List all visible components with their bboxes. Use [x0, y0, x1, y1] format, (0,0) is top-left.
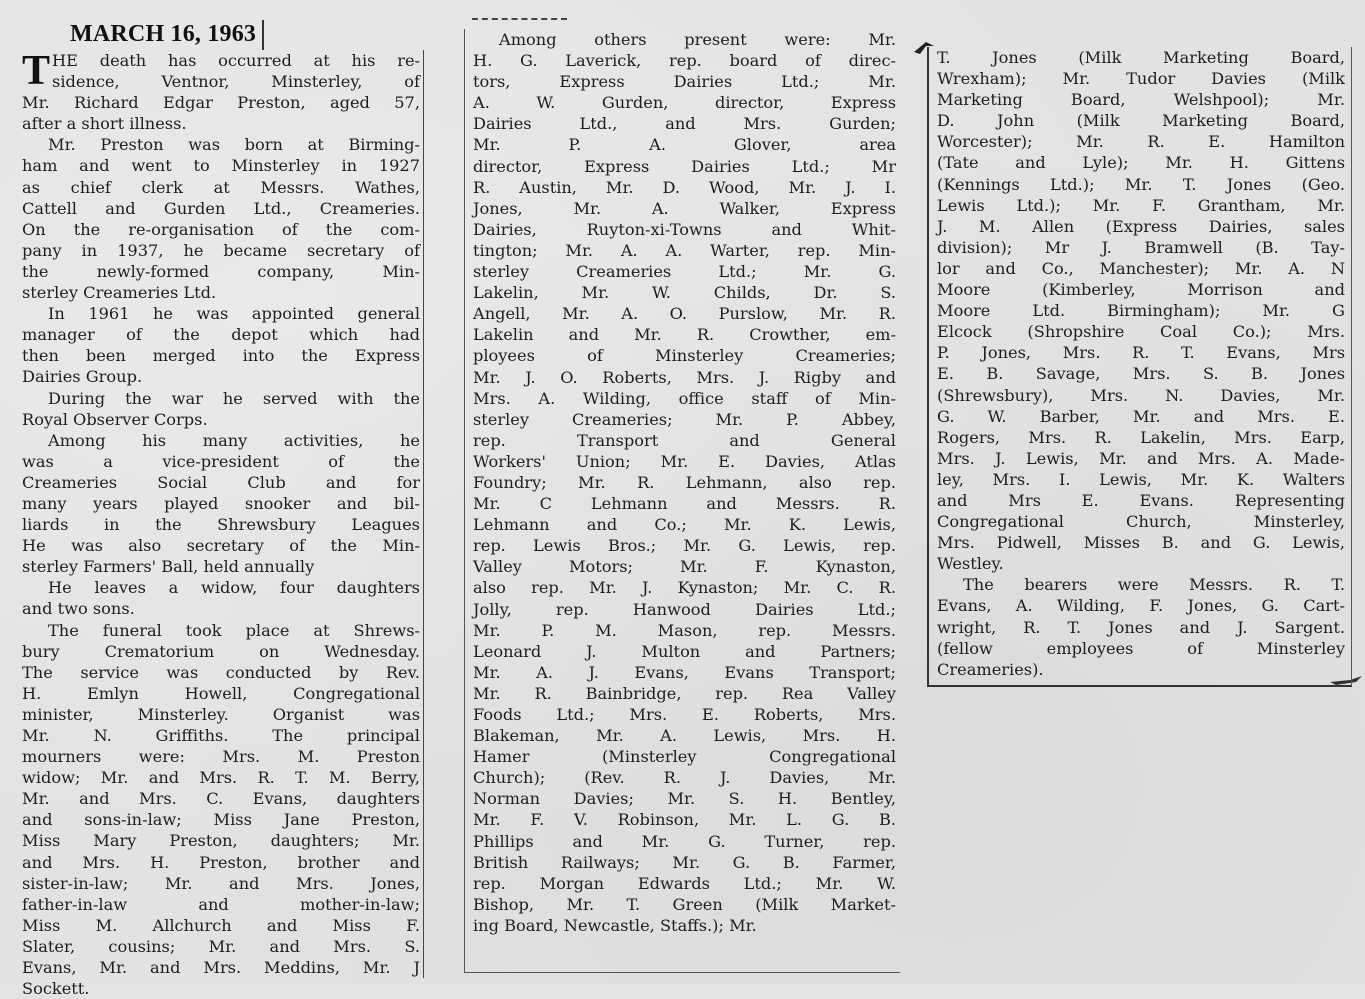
text-line: manager of the depot which had — [22, 325, 420, 345]
text-line: sterley Creameries; Mr. P. Abbey, — [473, 409, 896, 429]
text-line: Worcester); Mr. R. E. Hamilton — [937, 132, 1345, 152]
text-line: was a vice-president of the — [22, 451, 420, 471]
text-line: Mr. C Lehmann and Messrs. R. — [473, 494, 896, 514]
text-line: pany in 1937, he became secretary of — [22, 240, 420, 260]
text-line: liards in the Shrewsbury Leagues — [22, 515, 420, 535]
text-line: Creameries Social Club and for — [22, 472, 420, 492]
text-line: Sockett. — [22, 979, 90, 999]
text-line: Rogers, Mrs. R. Lakelin, Mrs. Earp, — [937, 427, 1345, 447]
text-line: sister-in-law; Mr. and Mrs. Jones, — [22, 873, 420, 893]
text-line: Mr. Richard Edgar Preston, aged 57, — [22, 93, 420, 113]
text-line: Foundry; Mr. R. Lehmann, also rep. — [473, 472, 896, 492]
text-line: Phillips and Mr. G. Turner, rep. — [473, 831, 896, 851]
text-line: the newly-formed company, Min- — [22, 261, 420, 281]
text-line: Wrexham); Mr. Tudor Davies (Milk — [937, 69, 1345, 89]
text-line: sterley Creameries Ltd.; Mr. G. — [473, 262, 896, 282]
text-line: Mr. A. J. Evans, Evans Transport; — [473, 662, 896, 682]
text-line: T. Jones (Milk Marketing Board, — [937, 48, 1345, 67]
text-line: lor and Co., Manchester); Mr. A. N — [937, 258, 1345, 278]
text-line: Lakelin and Mr. R. Crowther, em- — [473, 325, 896, 345]
text-line: Norman Davies; Mr. S. H. Bentley, — [473, 789, 896, 809]
text-line: Blakeman, Mr. A. Lewis, Mrs. H. — [473, 726, 896, 746]
text-line: as chief clerk at Messrs. Wathes, — [22, 177, 420, 197]
text-line: Hamer (Minsterley Congregational — [473, 747, 896, 767]
text-line: HE death has occurred at his re- — [52, 51, 420, 70]
text-line: On the re-organisation of the com- — [22, 219, 420, 239]
text-line: Jones, Mr. A. Walker, Express — [473, 198, 896, 218]
text-line: The bearers were Messrs. R. T. — [963, 575, 1345, 595]
text-line: Evans, Mr. and Mrs. Meddins, Mr. J — [22, 958, 420, 978]
text-line: (Tate and Lyle); Mr. H. Gittens — [937, 153, 1345, 173]
text-line: rep. Morgan Edwards Ltd.; Mr. W. — [473, 873, 896, 893]
text-line: During the war he served with the — [48, 388, 420, 408]
text-line: rep. Transport and General — [473, 430, 896, 450]
text-line: Angell, Mr. A. O. Purslow, Mr. R. — [473, 304, 896, 324]
text-line: father-in-law and mother-in-law; — [22, 894, 420, 914]
text-line: Mr. P. M. Mason, rep. Messrs. — [473, 620, 896, 640]
text-line: Creameries). — [937, 659, 1044, 679]
text-line: Mr. P. A. Glover, area — [473, 135, 896, 155]
article-column-2 — [464, 29, 900, 973]
text-line: (Shrewsbury), Mrs. N. Davies, Mr. — [937, 385, 1345, 405]
text-line: He leaves a widow, four daughters — [48, 578, 420, 598]
text-line: J. M. Allen (Express Dairies, sales — [937, 216, 1345, 236]
text-line: Dairies, Ruyton-xi-Towns and Whit- — [473, 219, 896, 239]
article-paragraph — [22, 577, 420, 619]
text-line: D. John (Milk Marketing Board, — [937, 111, 1345, 131]
text-line: Among others present were: Mr. — [499, 30, 896, 49]
text-line: Royal Observer Corps. — [22, 409, 208, 429]
article-paragraph — [22, 303, 420, 387]
dateline-heading: MARCH 16, 1963 — [70, 20, 264, 50]
text-line: rep. Lewis Bros.; Mr. G. Lewis, rep. — [473, 536, 896, 556]
text-line: ing Board, Newcastle, Staffs.); Mr. — [473, 915, 757, 935]
text-line: Mr. and Mrs. C. Evans, daughters — [22, 789, 420, 809]
drop-cap-letter: T — [22, 48, 51, 94]
article-paragraph — [22, 620, 420, 999]
text-line: bury Crematorium on Wednesday. — [22, 641, 420, 661]
text-line: Among his many activities, he — [48, 430, 420, 450]
text-line: sterley Creameries Ltd. — [22, 283, 217, 303]
text-line: sidence, Ventnor, Minsterley, of — [52, 72, 420, 92]
text-line: E. B. Savage, Mrs. S. B. Jones — [937, 364, 1345, 384]
text-line: Mr. J. O. Roberts, Mrs. J. Rigby and — [473, 367, 896, 387]
article-paragraph — [937, 47, 1345, 574]
text-line: Lakelin, Mr. W. Childs, Dr. S. — [473, 283, 896, 303]
text-line: Elcock (Shropshire Coal Co.); Mrs. — [937, 322, 1345, 342]
text-line: Mrs. Pidwell, Misses B. and G. Lewis, — [937, 533, 1345, 553]
text-line: and Mrs E. Evans. Representing — [937, 490, 1345, 510]
text-line: Dairies Group. — [22, 367, 143, 387]
text-line: wright, R. T. Jones and J. Sargent. — [937, 617, 1345, 637]
text-line: Lehmann and Co.; Mr. K. Lewis, — [473, 515, 896, 535]
text-line: Cattell and Gurden Ltd., Creameries. — [22, 198, 420, 218]
text-line: Lewis Ltd.); Mr. F. Grantham, Mr. — [937, 195, 1345, 215]
text-line: Mr. F. V. Robinson, Mr. L. G. B. — [473, 810, 896, 830]
text-line: Workers' Union; Mr. E. Davies, Atlas — [473, 451, 896, 471]
text-line: Mrs. A. Wilding, office staff of Min- — [473, 388, 896, 408]
text-line: tors, Express Dairies Ltd.; Mr. — [473, 72, 896, 92]
article-column-3 — [927, 47, 1352, 687]
text-line: Dairies Ltd., and Mrs. Gurden; — [473, 114, 896, 134]
text-line: Mr. N. Griffiths. The principal — [22, 726, 420, 745]
text-line: Evans, A. Wilding, F. Jones, G. Cart- — [937, 596, 1345, 616]
text-line: The funeral took place at Shrews- — [48, 620, 420, 640]
text-line: H. Emlyn Howell, Congregational — [22, 683, 420, 703]
text-line: Miss Mary Preston, daughters; Mr. — [22, 831, 420, 851]
text-line: Mrs. J. Lewis, Mr. and Mrs. A. Made- — [937, 448, 1345, 468]
article-paragraph — [473, 29, 896, 936]
text-line: director, Express Dairies Ltd.; Mr — [473, 156, 896, 176]
article-paragraph — [22, 50, 420, 134]
text-line: sterley Farmers' Ball, held annually — [22, 557, 315, 577]
text-line: Foods Ltd.; Mrs. E. Roberts, Mrs. — [473, 705, 896, 724]
text-line: then been merged into the Express — [22, 346, 420, 366]
text-line: Jolly, rep. Hanwood Dairies Ltd.; — [473, 599, 896, 619]
text-line: Valley Motors; Mr. F. Kynaston, — [473, 557, 896, 577]
text-line: ham and went to Minsterley in 1927 — [22, 156, 420, 176]
text-line: A. W. Gurden, director, Express — [473, 93, 896, 113]
text-line: Moore (Kimberley, Morrison and — [937, 280, 1345, 300]
text-line: In 1961 he was appointed general — [48, 304, 420, 324]
article-paragraph — [22, 134, 420, 303]
text-line: P. Jones, Mrs. R. T. Evans, Mrs — [937, 343, 1345, 363]
text-line: Miss M. Allchurch and Miss F. — [22, 915, 420, 935]
text-line: R. Austin, Mr. D. Wood, Mr. J. I. — [473, 177, 896, 197]
text-line: Mr. Preston was born at Birming- — [48, 135, 420, 155]
text-line: Bishop, Mr. T. Green (Milk Market- — [473, 894, 896, 914]
text-line: G. W. Barber, Mr. and Mrs. E. — [937, 406, 1345, 426]
text-line: H. G. Laverick, rep. board of direc- — [473, 51, 896, 71]
text-line: widow; Mr. and Mrs. R. T. M. Berry, — [22, 768, 420, 788]
text-line: minister, Minsterley. Organist was — [22, 704, 420, 724]
text-line: Leonard J. Multon and Partners; — [473, 641, 896, 661]
text-line: and sons-in-law; Miss Jane Preston, — [22, 810, 420, 830]
text-line: (fellow employees of Minsterley — [937, 638, 1345, 658]
article-paragraph — [937, 574, 1345, 679]
text-line: division); Mr J. Bramwell (B. Tay- — [937, 237, 1345, 257]
text-line: and two sons. — [22, 599, 135, 619]
text-line: Moore Ltd. Birmingham); Mr. G — [937, 301, 1345, 321]
text-line: Marketing Board, Welshpool); Mr. — [937, 90, 1345, 110]
text-line: Slater, cousins; Mr. and Mrs. S. — [22, 936, 420, 956]
text-line: mourners were: Mrs. M. Preston — [22, 747, 420, 767]
text-line: He was also secretary of the Min- — [22, 536, 420, 556]
text-line: after a short illness. — [22, 114, 187, 134]
text-line: many years played snooker and bil- — [22, 493, 420, 513]
text-line: Mr. R. Bainbridge, rep. Rea Valley — [473, 683, 896, 703]
text-line: ployees of Minsterley Creameries; — [473, 346, 896, 366]
text-line: and Mrs. H. Preston, brother and — [22, 852, 420, 872]
text-line: The service was conducted by Rev. — [22, 662, 420, 682]
text-line: Congregational Church, Minsterley, — [937, 512, 1345, 532]
text-line: also rep. Mr. J. Kynaston; Mr. C. R. — [473, 578, 896, 598]
text-line: Church); (Rev. R. J. Davies, Mr. — [473, 768, 896, 788]
cut-dashed-rule — [472, 18, 567, 23]
article-paragraph — [22, 430, 420, 578]
article-column-1 — [22, 48, 424, 999]
text-line: (Kennings Ltd.); Mr. T. Jones (Geo. — [937, 174, 1345, 194]
text-line: tington; Mr. A. A. Warter, rep. Min- — [473, 240, 896, 260]
text-line: ley, Mrs. I. Lewis, Mr. K. Walters — [937, 469, 1345, 489]
text-line: British Railways; Mr. G. B. Farmer, — [473, 852, 896, 872]
text-line: Westley. — [937, 554, 1004, 574]
article-paragraph — [22, 388, 420, 430]
